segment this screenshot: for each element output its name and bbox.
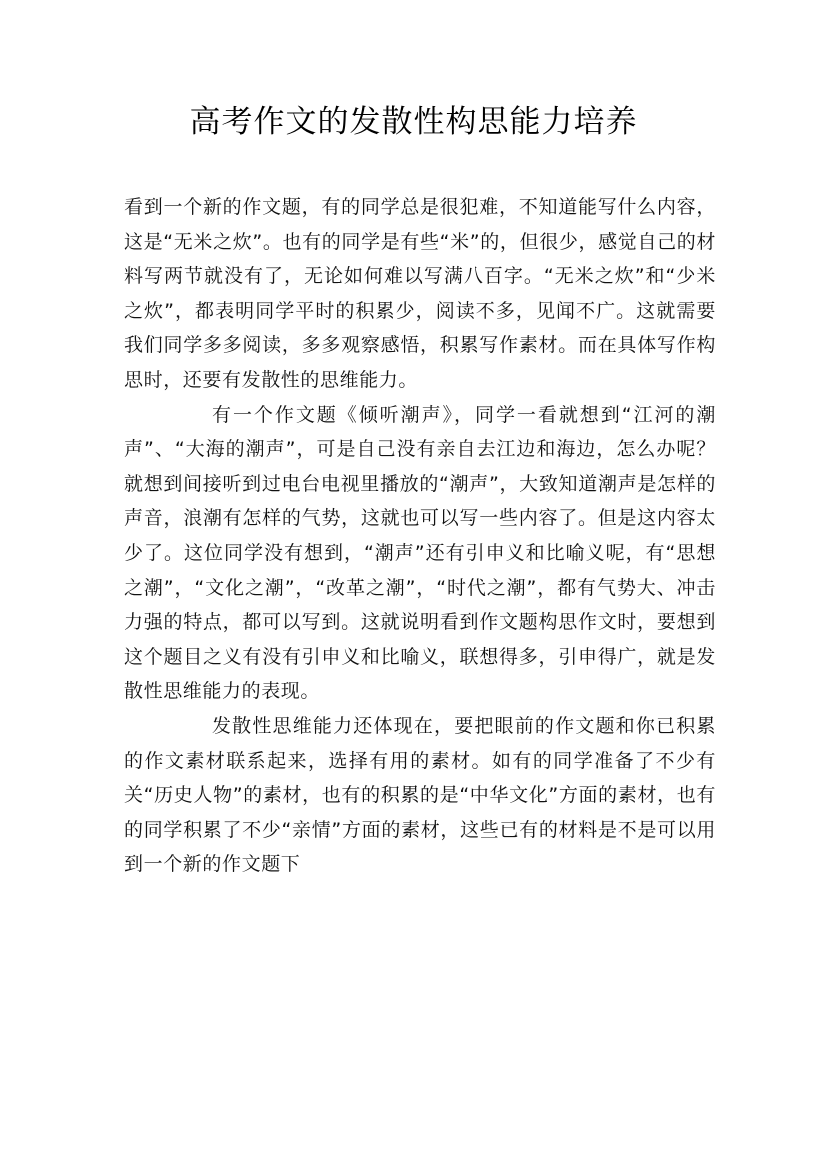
paragraph-1: 看到一个新的作文题，有的同学总是很犯难，不知道能写什么内容，这是“无米之炊”。也有的同学是有些“米”的，但很少，感觉自己的材料写两节就没有了，无论如何难以写满八百字。“无米之炊”和“少米之炊”，都表明同学平时的积累少，阅读不多，见闻不广。这就需要我们同学多多阅读，多多观察感悟，积累写作素材。而在具体写作构思时，还要有发散性的思维能力。 bbox=[124, 196, 716, 391]
paragraph-3: 发散性思维能力还体现在，要把眼前的作文题和你已积累的作文素材联系起来，选择有用的素材。如有的同学准备了不少有关“历史人物”的素材，也有的积累的是“中华文化”方面的素材，也有的同学积累了不少“亲情”方面的素材，这些已有的材料是不是可以用到一个新的作文题下 bbox=[124, 714, 716, 876]
document-title: 高考作文的发散性构思能力培养 bbox=[189, 104, 638, 140]
paragraph-2: 有一个作文题《倾听潮声》，同学一看就想到“江河的潮声”、“大海的潮声”，可是自己没有亲自去江边和海边，怎么办呢？就想到间接听到过电台电视里播放的“潮声”，大致知道潮声是怎样的声音，浪潮有怎样的气势，这就也可以写一些内容了。但是这内容太少了。这位同学没有想到，“潮声”还有引申义和比喻义呢，有“思想之潮”，“文化之潮”，“改革之潮”，“时代之潮”，都有气势大、冲击力强的特点，都可以写到。这就说明看到作文题构思作文时，要想到这个题目之义有没有引申义和比喻义，联想得多，引申得广，就是发散性思维能力的表现。 bbox=[124, 403, 716, 703]
document-body bbox=[124, 190, 716, 882]
